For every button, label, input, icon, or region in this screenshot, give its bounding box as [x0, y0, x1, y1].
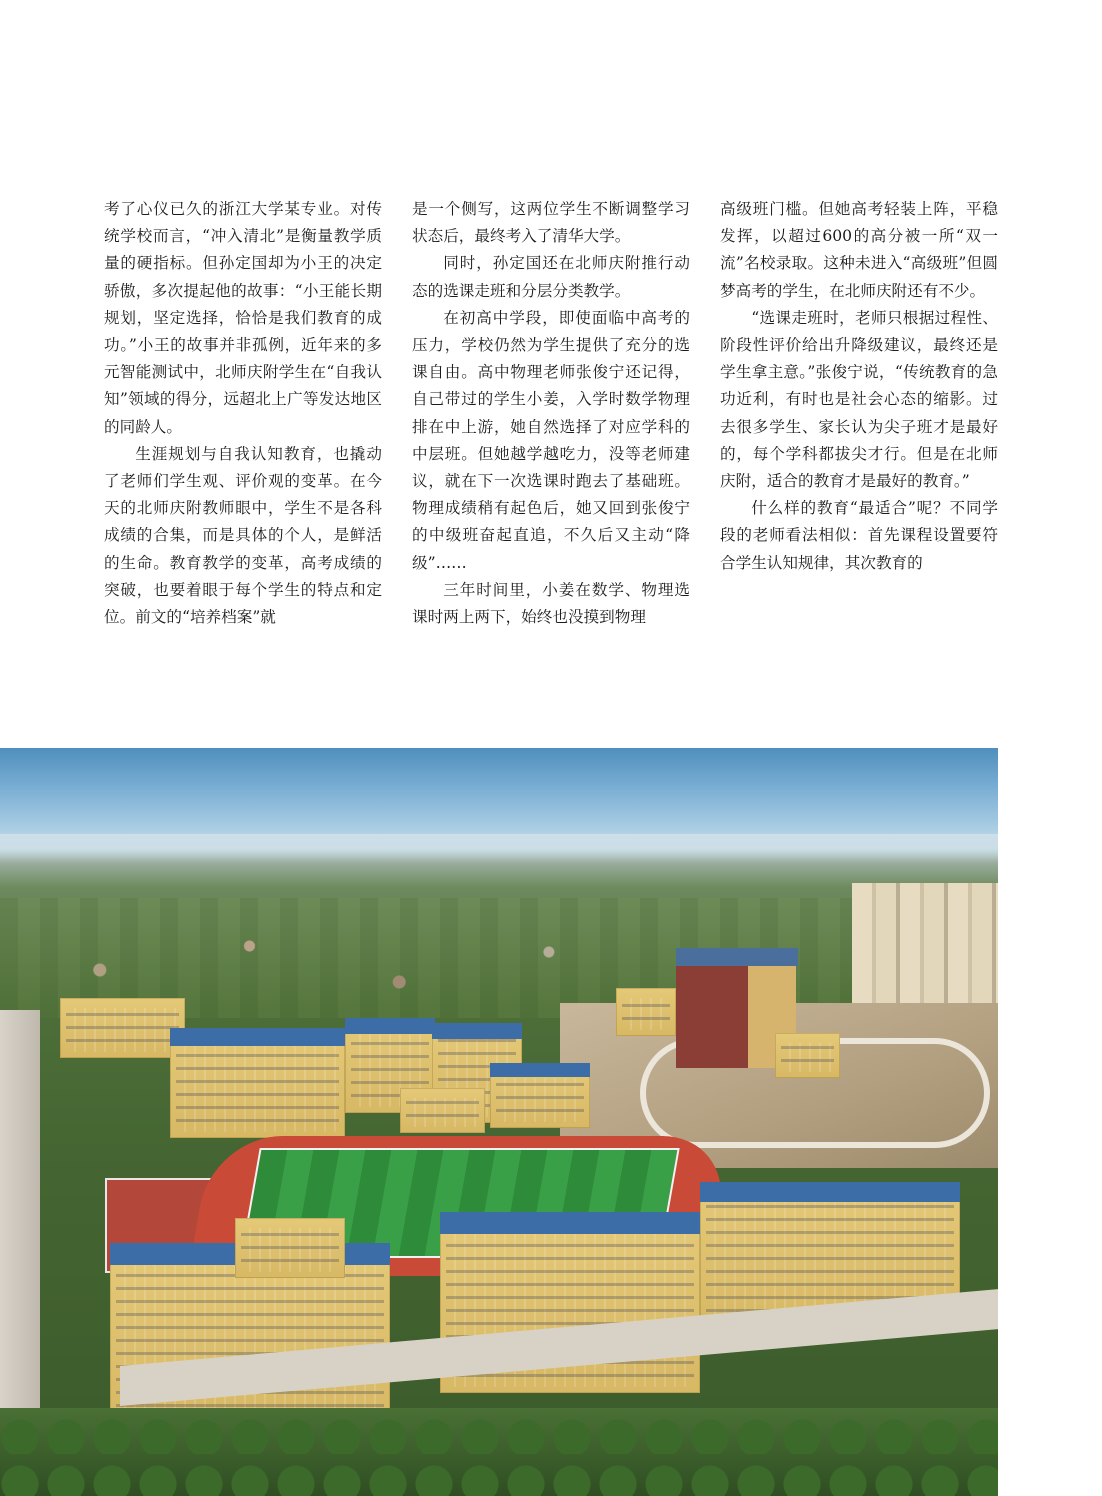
paragraph: 是一个侧写，这两位学生不断调整学习状态后，最终考入了清华大学。 — [412, 200, 690, 246]
campus-building — [490, 1068, 590, 1128]
text-column-2 — [412, 196, 690, 628]
horizon-haze — [0, 834, 998, 864]
building-roof — [440, 1212, 700, 1234]
building-roof — [345, 1018, 435, 1034]
paragraph: 高级班门槛。但她高考轻装上阵，平稳发挥，以超过600的高分被一所“双一流”名校录取。这种未进入“高级班”但圆梦高考的学生，在北师庆附还有不少。 — [720, 200, 998, 300]
text-column-3 — [720, 196, 998, 577]
front-tree-line — [0, 1408, 998, 1496]
paragraph: 考了心仪已久的浙江大学某专业。对传统学校而言，“冲入清北”是衡量教学质量的硬指标。但孙定国却为小王的决定骄傲，多次提起他的故事：“小王能长期规划，坚定选择，恰恰是我们教育的成功。”小王的故事并非孤例，近年来的多元智能测试中，北师庆附学生在“自我认知”领域的得分，远超北上广等发达地区的同龄人。 — [104, 200, 382, 436]
building-roof — [432, 1023, 522, 1039]
building-roof — [700, 1182, 960, 1202]
building-roof — [490, 1063, 590, 1077]
tall-building-roof — [676, 948, 798, 966]
paragraph: 三年时间里，小姜在数学、物理选课时两上两下，始终也没摸到物理 — [412, 580, 690, 627]
campus-building — [616, 988, 676, 1036]
text-column-1 — [104, 196, 382, 628]
campus-building — [235, 1218, 345, 1278]
paragraph: 什么样的教育“最适合”呢？不同学段的老师看法相似：首先课程设置要符合学生认知规律，其次教育的 — [720, 499, 998, 572]
paragraph: “选课走班时，老师只根据过程性、阶段性评价给出升降级建议，最终还是学生拿主意。”张俊宁说，“传统教育的急功近利，有时也是社会心态的缩影。过去很多学生、家长认为尖子班才是最好的，每个学科都拔尖才行。但是在北师庆附，适合的教育才是最好的教育。” — [720, 308, 998, 491]
campus-building — [170, 1033, 345, 1138]
paragraph: 同时，孙定国还在北师庆附推行动态的选课走班和分层分类教学。 — [412, 254, 690, 300]
campus-building — [400, 1088, 485, 1133]
paragraph: 生涯规划与自我认知教育，也撬动了老师们学生观、评价观的变革。在今天的北师庆附教师眼中，学生不是各科成绩的合集，而是具体的个人，是鲜活的生命。教育教学的变革，高考成绩的突破，也要着眼于每个学生的特点和定位。前文的“培养档案”就 — [104, 444, 382, 627]
paragraph: 在初高中学段，即使面临中高考的压力，学校仍然为学生提供了充分的选课自由。高中物理老师张俊宁还记得，自己带过的学生小姜，入学时数学物理排在中上游，她自然选择了对应学科的中层班。但她越学越吃力，没等老师建议，就在下一次选课时跑去了基础班。物理成绩稍有起色后，她又回到张俊宁的中级班奋起直追，不久后又主动“降级”…… — [412, 308, 690, 572]
aerial-campus-photo — [0, 748, 998, 1496]
article-body — [104, 196, 998, 628]
campus-building — [60, 998, 185, 1058]
campus-building — [775, 1033, 840, 1078]
building-roof — [170, 1028, 345, 1046]
residential-towers — [852, 883, 998, 1008]
